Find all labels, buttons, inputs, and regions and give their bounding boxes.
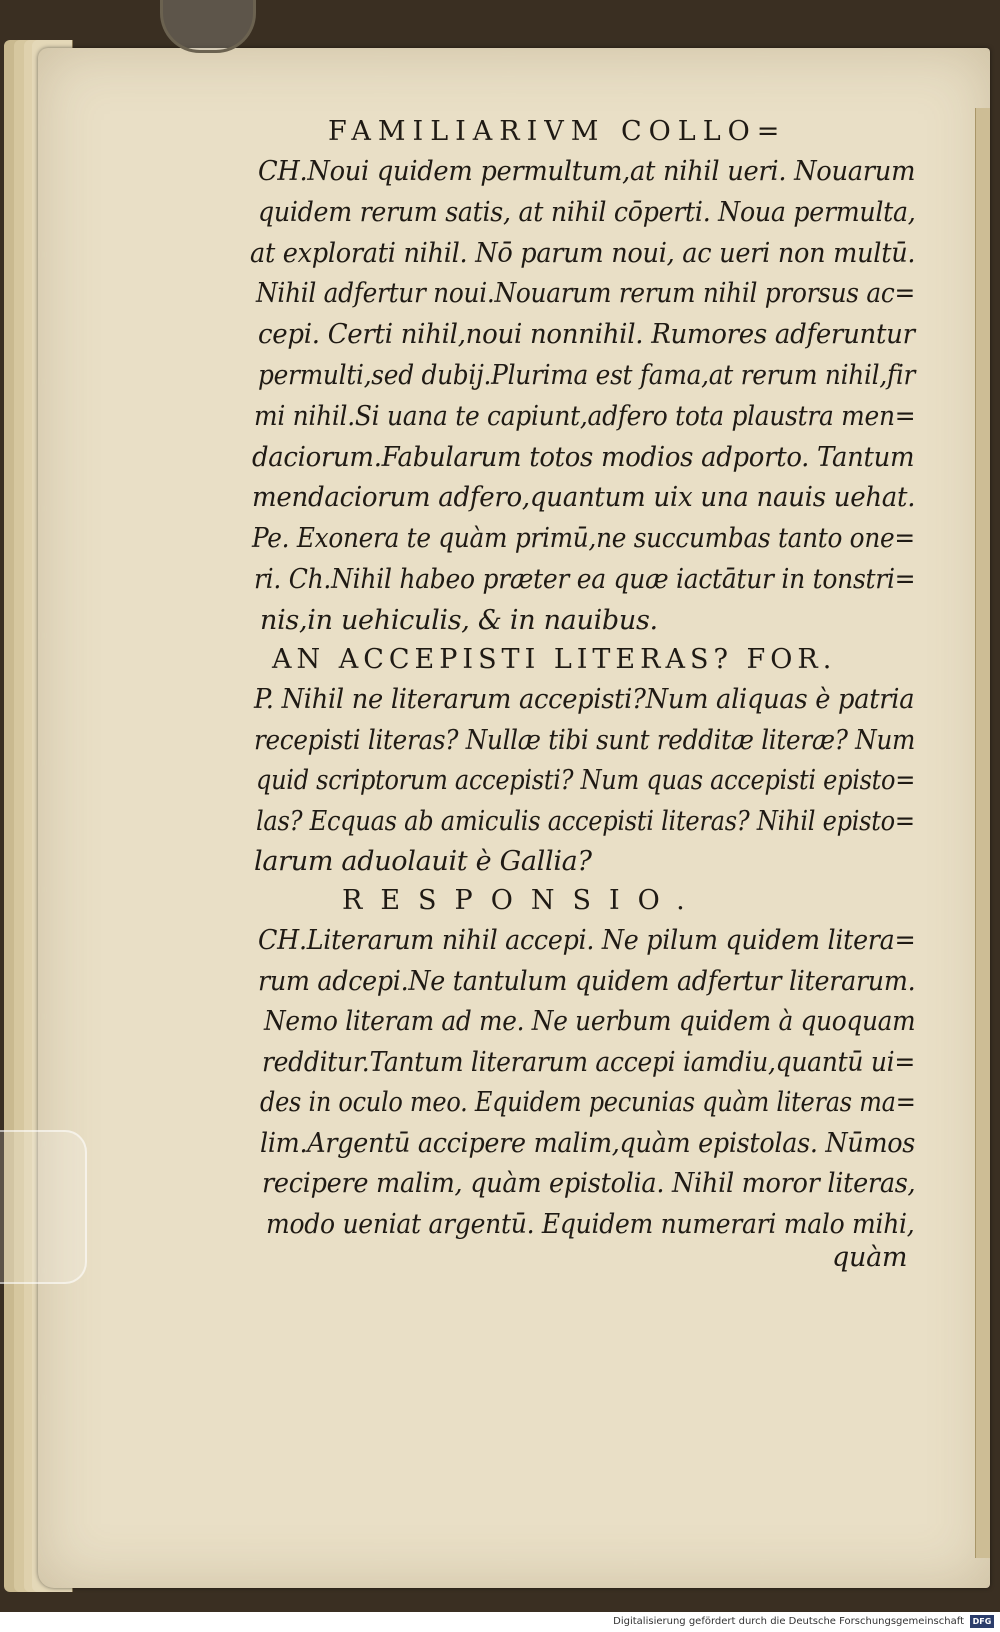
catchword: quàm bbox=[832, 1242, 908, 1273]
footer bbox=[0, 1612, 1000, 1632]
text-line: mi nihil.Si uana te capiunt,adfero tota plaustra men= bbox=[254, 400, 916, 432]
text-line: daciorum.Fabularum totos modios adporto. Tantum bbox=[252, 441, 915, 473]
text-line: CH.Literarum nihil accepi. Ne pilum quidem litera= bbox=[258, 925, 916, 956]
heading-responsio: RESPONSIO. bbox=[342, 885, 703, 916]
text-line: recipere malim, quàm epistolia. Nihil moror literas, bbox=[262, 1168, 916, 1199]
text-line: rum adcepi.Ne tantulum quidem adfertur literarum. bbox=[258, 965, 916, 997]
text-line: Nihil adfertur noui.Nouarum rerum nihil prorsus ac= bbox=[256, 278, 915, 310]
plastic-tab bbox=[0, 1130, 87, 1284]
text-line: las? Ecquas ab amiculis accepisti literas? Nihil episto= bbox=[256, 805, 915, 837]
text-line: ri. Ch.Nihil habeo præter ea quæ iactātur in tonstri= bbox=[254, 564, 916, 595]
text-line: CH.Noui quidem permultum,at nihil ueri. Nouarum bbox=[258, 156, 916, 187]
text-line: redditur.Tantum literarum accepi iamdiu,quantū ui= bbox=[262, 1046, 915, 1078]
text-line: modo ueniat argentū. Equidem numerari malo mihi, bbox=[266, 1208, 915, 1240]
text-line: des in oculo meo. Equidem pecunias quàm literas ma= bbox=[260, 1087, 916, 1118]
running-header: FAMILIARIVM COLLO= bbox=[328, 116, 787, 147]
text-line: mendaciorum adfero,quantum uix una nauis uehat. bbox=[252, 482, 916, 514]
text-line: recepisti literas? Nullæ tibi sunt redditæ literæ? Num bbox=[254, 724, 916, 756]
text-line: at explorati nihil. Nō parum noui, ac ueri non multū. bbox=[250, 237, 916, 269]
text-line: nis,in uehiculis, & in nauibus. bbox=[260, 604, 658, 636]
text-line: lim.Argentū accipere malim,quàm epistolas. Nūmos bbox=[260, 1127, 916, 1159]
heading-an-accepisti: AN ACCEPISTI LITERAS? FOR. bbox=[272, 644, 837, 675]
text-line: quidem rerum satis, at nihil cōperti. Noua permulta, bbox=[258, 196, 916, 228]
paper-clip bbox=[160, 0, 256, 53]
right-page-edge bbox=[975, 108, 990, 1558]
text-line: quid scriptorum accepisti? Num quas accepisti episto= bbox=[256, 765, 916, 796]
text-line: Pe. Exonera te quàm primū,ne succumbas tanto one= bbox=[252, 523, 915, 555]
footer-text: Digitalisierung gefördert durch die Deutsche Forschungsgemeinschaft bbox=[613, 1616, 964, 1627]
text-line: larum aduolauit è Gallia? bbox=[254, 846, 592, 877]
text-line: P. Nihil ne literarum accepisti?Num aliquas è patria bbox=[254, 684, 915, 715]
text-line: permulti,sed dubij.Plurima est fama,at rerum nihil,fir bbox=[258, 360, 916, 391]
text-line: cepi. Certi nihil,noui nonnihil. Rumores adferuntur bbox=[258, 319, 915, 351]
text-line: Nemo literam ad me. Ne uerbum quidem à quoquam bbox=[264, 1006, 916, 1037]
dfg-logo: DFG bbox=[970, 1615, 994, 1628]
